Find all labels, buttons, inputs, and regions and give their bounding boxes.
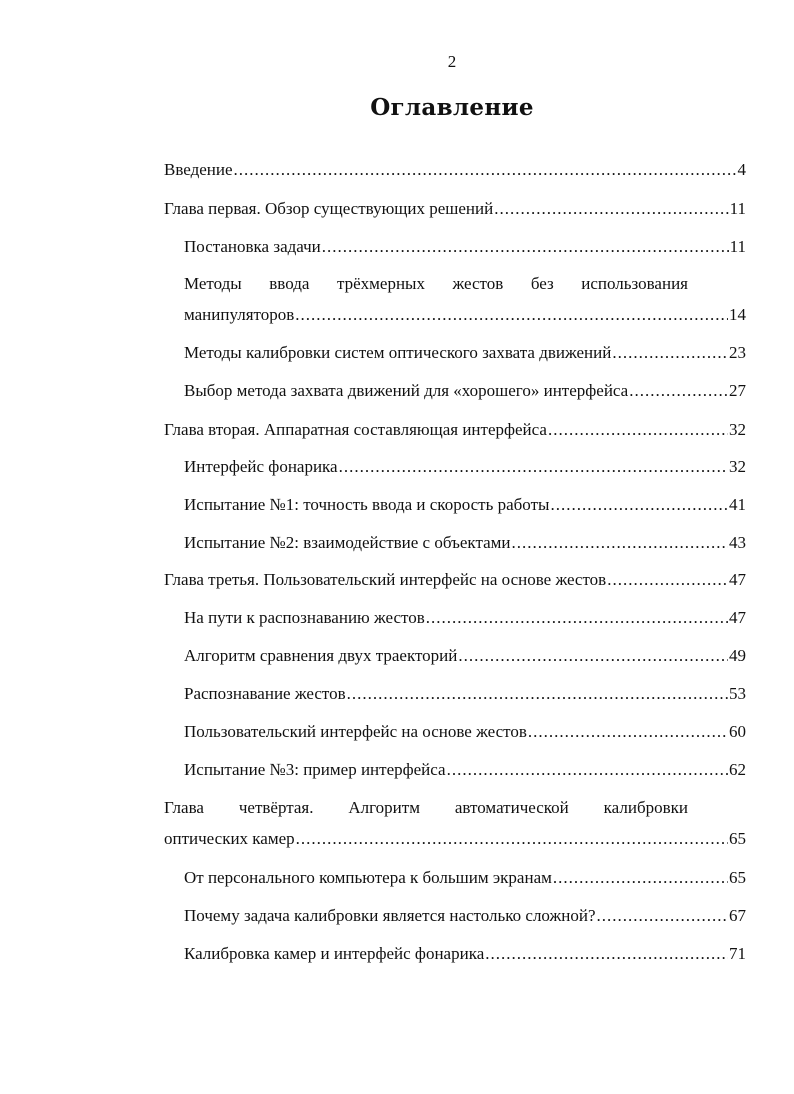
dot-leader bbox=[548, 420, 728, 440]
toc-entry-input-methods-line1[interactable] bbox=[184, 274, 688, 294]
toc-entry-page: 11 bbox=[729, 199, 746, 218]
toc-entry-problem-statement[interactable] bbox=[184, 237, 746, 257]
toc-entry-label: Испытание №2: взаимодействие с объектами bbox=[184, 533, 511, 552]
toc-entry-chapter-2[interactable] bbox=[164, 420, 746, 440]
dot-leader bbox=[485, 944, 728, 964]
toc-word: четвёртая. bbox=[238, 798, 314, 817]
toc-entry-label: От персонального компьютера к большим экранам bbox=[184, 868, 552, 887]
toc-entry-page: 60 bbox=[729, 722, 746, 741]
toc-entry-page: 4 bbox=[737, 160, 746, 179]
dot-leader bbox=[494, 199, 728, 219]
toc-entry-page: 32 bbox=[729, 457, 746, 476]
toc-entry-why-calibration-hard[interactable] bbox=[184, 906, 746, 926]
toc-word: использования bbox=[581, 274, 688, 293]
dot-leader bbox=[511, 533, 728, 553]
toc-entry-page: 67 bbox=[729, 906, 746, 925]
dot-leader bbox=[550, 495, 728, 515]
dot-leader bbox=[612, 343, 728, 363]
dot-leader bbox=[597, 906, 729, 926]
toc-word: Глава bbox=[164, 798, 204, 817]
dot-leader bbox=[629, 381, 728, 401]
toc-entry-label: Испытание №3: пример интерфейса bbox=[184, 760, 446, 779]
dot-leader bbox=[322, 237, 729, 257]
page-number: 2 bbox=[447, 52, 457, 71]
dot-leader bbox=[295, 305, 728, 325]
dot-leader bbox=[607, 570, 728, 590]
dot-leader bbox=[296, 829, 728, 849]
toc-entry-towards-recognition[interactable] bbox=[184, 608, 746, 628]
toc-entry-page: 62 bbox=[729, 760, 746, 779]
toc-entry-page: 47 bbox=[729, 608, 746, 627]
toc-word: калибровки bbox=[603, 798, 688, 817]
toc-entry-page: 14 bbox=[729, 305, 746, 324]
toc-entry-page: 43 bbox=[729, 533, 746, 552]
toc-entry-page: 65 bbox=[729, 829, 746, 848]
toc-entry-chapter-4-line1[interactable] bbox=[164, 798, 688, 818]
toc-entry-flashlight-interface[interactable] bbox=[184, 457, 746, 477]
toc-entry-label: Распознавание жестов bbox=[184, 684, 346, 703]
toc-entry-page: 11 bbox=[729, 237, 746, 256]
toc-entry-page: 27 bbox=[729, 381, 746, 400]
toc-entry-page: 23 bbox=[729, 343, 746, 362]
toc-entry-label: Калибровка камер и интерфейс фонарика bbox=[184, 944, 485, 963]
toc-word: автоматической bbox=[454, 798, 569, 817]
toc-entry-page: 49 bbox=[729, 646, 746, 665]
toc-entry-label: Введение bbox=[164, 160, 233, 179]
toc-entry-label: Алгоритм сравнения двух траекторий bbox=[184, 646, 458, 665]
toc-entry-page: 41 bbox=[729, 495, 746, 514]
toc-entry-label: На пути к распознаванию жестов bbox=[184, 608, 425, 627]
toc-entry-pc-to-big-screens[interactable] bbox=[184, 868, 746, 888]
toc-word: без bbox=[530, 274, 554, 293]
dot-leader bbox=[426, 608, 728, 628]
toc-entry-page: 71 bbox=[729, 944, 746, 963]
toc-word: ввода bbox=[269, 274, 310, 293]
toc-entry-test-3[interactable] bbox=[184, 760, 746, 780]
toc-entry-label: Глава вторая. Аппаратная составляющая интерфейса bbox=[164, 420, 547, 439]
toc-word: Алгоритм bbox=[348, 798, 420, 817]
toc-entry-label: Испытание №1: точность ввода и скорость работы bbox=[184, 495, 550, 514]
toc-entry-label: Выбор метода захвата движений для «хорошего» интерфейса bbox=[184, 381, 629, 400]
dot-leader bbox=[458, 646, 728, 666]
toc-entry-input-methods-line2[interactable] bbox=[184, 305, 746, 325]
toc-entry-trajectory-algorithm[interactable] bbox=[184, 646, 746, 666]
toc-entry-page: 32 bbox=[729, 420, 746, 439]
dot-leader bbox=[234, 160, 737, 180]
toc-entry-label: оптических камер bbox=[164, 829, 295, 848]
toc-word: трёхмерных bbox=[336, 274, 425, 293]
dot-leader bbox=[528, 722, 728, 742]
toc-entry-page: 53 bbox=[729, 684, 746, 703]
toc-entry-label: Постановка задачи bbox=[184, 237, 321, 256]
toc-entry-chapter-4-line2[interactable] bbox=[164, 829, 746, 849]
toc-entry-page: 65 bbox=[729, 868, 746, 887]
dot-leader bbox=[553, 868, 728, 888]
toc-word: Методы bbox=[184, 274, 242, 293]
toc-entry-label: манипуляторов bbox=[184, 305, 295, 324]
toc-entry-camera-calibration-flashlight[interactable] bbox=[184, 944, 746, 964]
toc-entry-page: 47 bbox=[729, 570, 746, 589]
dot-leader bbox=[339, 457, 728, 477]
toc-entry-gesture-ui[interactable] bbox=[184, 722, 746, 742]
dot-leader bbox=[447, 760, 728, 780]
toc-word: жестов bbox=[452, 274, 504, 293]
dot-leader bbox=[347, 684, 728, 704]
toc-entry-calibration-methods[interactable] bbox=[184, 343, 746, 363]
toc-entry-chapter-1[interactable] bbox=[164, 199, 746, 219]
page-title: Оглавление bbox=[370, 94, 534, 121]
toc-entry-test-2[interactable] bbox=[184, 533, 746, 553]
toc-entry-label: Пользовательский интерфейс на основе жестов bbox=[184, 722, 527, 741]
toc-entry-label: Глава первая. Обзор существующих решений bbox=[164, 199, 494, 218]
toc-entry-chapter-3[interactable] bbox=[164, 570, 746, 590]
toc-entry-label: Глава третья. Пользовательский интерфейс на основе жестов bbox=[164, 570, 607, 589]
toc-entry-test-1[interactable] bbox=[184, 495, 746, 515]
toc-entry-label: Методы калибровки систем оптического захвата движений bbox=[184, 343, 612, 362]
toc-entry-gesture-recognition[interactable] bbox=[184, 684, 746, 704]
toc-entry-introduction[interactable] bbox=[164, 160, 746, 180]
toc-entry-motion-capture-choice[interactable] bbox=[184, 381, 746, 401]
toc-entry-label: Интерфейс фонарика bbox=[184, 457, 338, 476]
toc-entry-label: Почему задача калибровки является настолько сложной? bbox=[184, 906, 596, 925]
